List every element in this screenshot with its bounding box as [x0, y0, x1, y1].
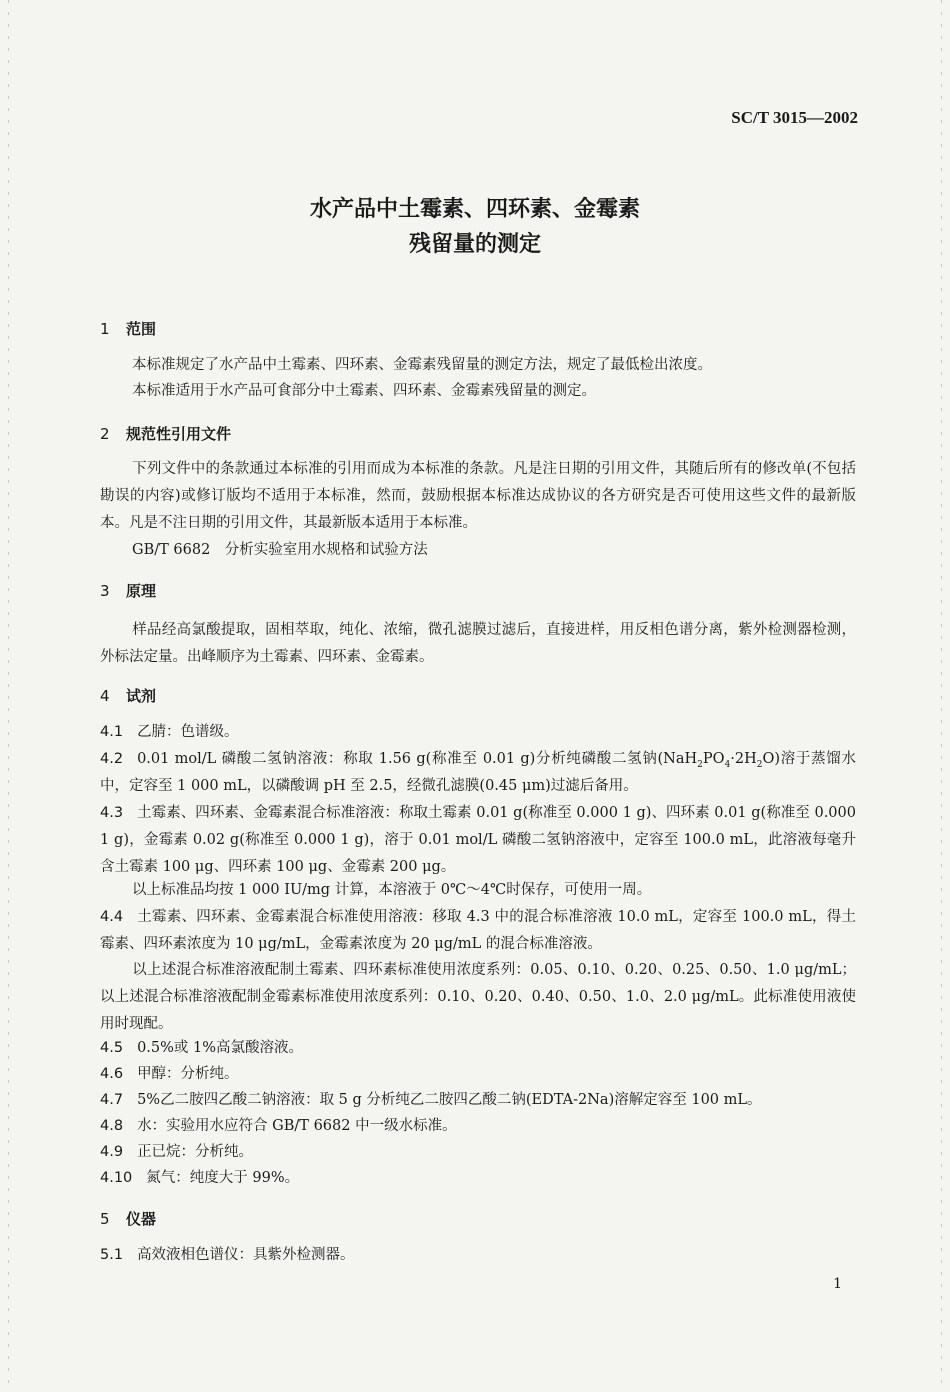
item-4-1: 4.1 乙腈：色谱级。 — [100, 724, 239, 740]
page-number: 1 — [833, 1276, 842, 1292]
title-line-1: 水产品中土霉素、四环素、金霉素 — [309, 197, 640, 222]
section-number: 5 — [100, 1210, 110, 1228]
section-2-paragraph-1: 下列文件中的条款通过本标准的引用而成为本标准的条款。凡是注日期的引用文件，其随后所有的修改单(不包括勘误的内容)或修订版均不适用于本标准，然而，鼓励根据本标准达成协议的各方研究是否可使用这些文件的最新版本。凡是不注日期的引用文件，其最新版本适用于本标准。 — [100, 461, 856, 531]
section-1-paragraph-2: 本标准适用于水产品可食部分中土霉素、四环素、金霉素残留量的测定。 — [132, 383, 596, 399]
section-1-paragraph-1: 本标准规定了水产品中土霉素、四环素、金霉素残留量的测定方法，规定了最低检出浓度。 — [132, 357, 712, 373]
item-4-9: 4.9 正已烷：分析纯。 — [100, 1144, 254, 1160]
item-4-10: 4.10 氮气：纯度大于 99%。 — [100, 1170, 300, 1186]
section-4-heading — [100, 685, 156, 706]
section-2-reference: GB/T 6682 分析实验室用水规格和试验方法 — [132, 542, 428, 558]
document-title — [0, 192, 950, 262]
item-4-7: 4.7 5%乙二胺四乙酸二钠溶液：取 5 g 分析纯乙二胺四乙酸二钠(EDTA-2Na)溶解定容至 100 mL。 — [100, 1092, 762, 1108]
section-title: 规范性引用文件 — [126, 425, 232, 443]
item-5-1: 5.1 高效液相色谱仪：具紫外检测器。 — [100, 1247, 355, 1263]
section-title: 仪器 — [126, 1210, 157, 1228]
item-4-8: 4.8 水：实验用水应符合 GB/T 6682 中一级水标准。 — [100, 1118, 457, 1134]
section-number: 2 — [100, 425, 110, 443]
section-title: 试剂 — [126, 687, 157, 705]
section-1-heading — [100, 318, 156, 339]
section-2-heading — [100, 423, 231, 444]
section-title: 原理 — [126, 582, 157, 600]
item-4-5: 4.5 0.5%或 1%高氯酸溶液。 — [100, 1040, 304, 1056]
item-4-4: 4.4 土霉素、四环素、金霉素混合标准使用溶液：移取 4.3 中的混合标准溶液 10.0 mL，定容至 100.0 mL，得土霉素、四环素浓度为 10 μg/mL，金霉素浓度为 20 μg/mL 的混合标准溶液。 — [100, 909, 856, 952]
item-4-3: 4.3 土霉素、四环素、金霉素混合标准溶液：称取土霉素 0.01 g(称准至 0.000 1 g)、四环素 0.01 g(称准至 0.000 1 g)，金霉素 0.02 g(称准至 0.000 1 g)，溶于 0.01 mol/L 磷酸二氢钠溶液中，定容至 100.0 mL，此溶液每毫升含土霉素 100 μg、四环素 100 μg、金霉素 200 μg。 — [100, 805, 856, 875]
item-4-2: 4.2 0.01 mol/L 磷酸二氢钠溶液：称取 1.56 g(称准至 0.01 g)分析纯磷酸二氢钠$(NaH_2PO_4\cdot 2H_2O)$溶于蒸馏水中，定容至 1 000 mL，以磷酸调 pH 至 2.5，经微孔滤膜(0.45 μm)过滤后备用。 — [100, 751, 856, 794]
section-3-paragraph-1: 样品经高氯酸提取，固相萃取，纯化、浓缩，微孔滤膜过滤后，直接进样，用反相色谱分离，紫外检测器检测，外标法定量。出峰顺序为土霉素、四环素、金霉素。 — [100, 622, 856, 665]
section-number: 1 — [100, 320, 110, 338]
item-4-3-note: 以上标准品均按 1 000 IU/mg 计算，本溶液于 0℃～4℃时保存，可使用一周。 — [132, 882, 652, 898]
title-line-2: 残留量的测定 — [408, 232, 541, 257]
standard-code: SC/T 3015—2002 — [731, 108, 858, 127]
item-4-4-note: 以上述混合标准溶液配制土霉素、四环素标准使用浓度系列：0.05、0.10、0.20、0.25、0.50、1.0 μg/mL；以上述混合标准溶液配制金霉素标准使用浓度系列：0.10、0.20、0.40、0.50、1.0、2.0 μg/mL。此标准使用液使用时现配。 — [100, 962, 856, 1032]
section-3-heading — [100, 580, 156, 601]
section-title: 范围 — [126, 320, 157, 338]
item-4-6: 4.6 甲醇：分析纯。 — [100, 1066, 239, 1082]
section-number: 3 — [100, 582, 110, 600]
section-5-heading — [100, 1208, 156, 1229]
section-number: 4 — [100, 687, 110, 705]
